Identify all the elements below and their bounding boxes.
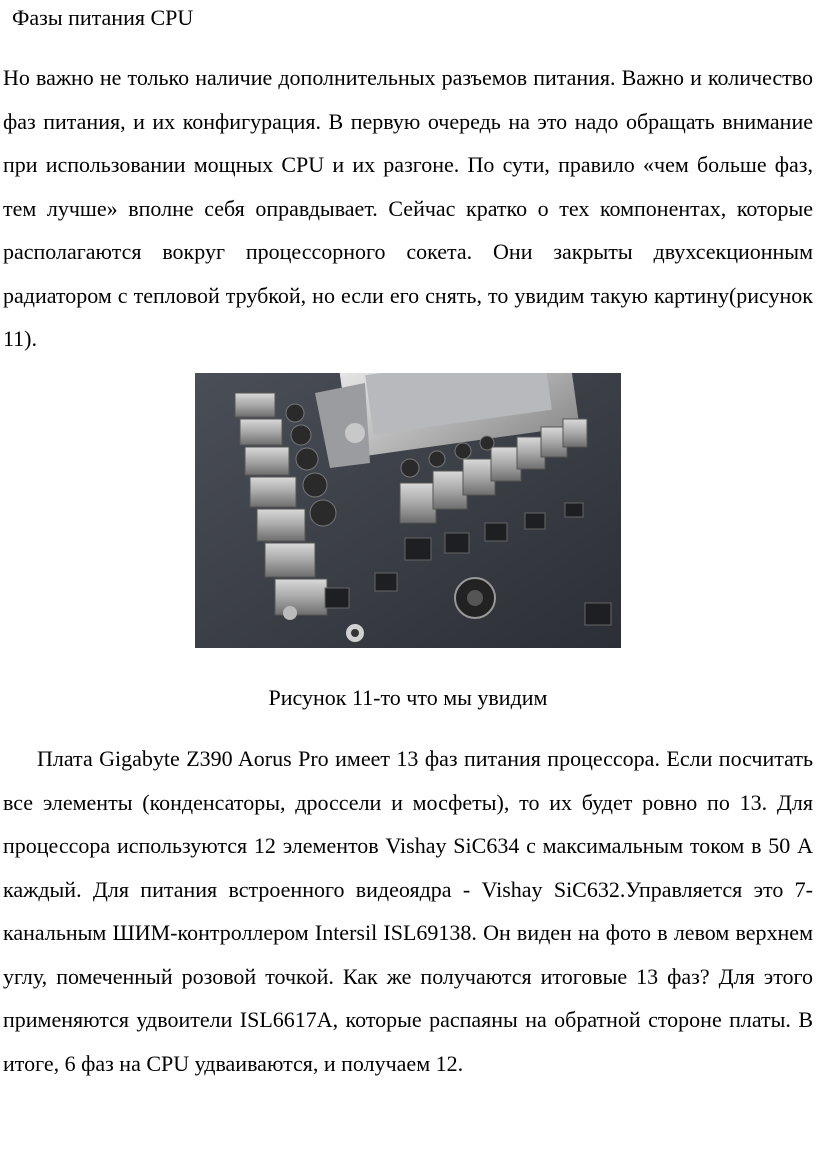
paragraph-intro: Но важно не только наличие дополнительных разъемов питания. Важно и количество фаз питания, и их конфигурация. В первую очередь на это надо обращать внимание при использовании мощных CPU и их разгоне. По сути, правило «чем больше фаз, тем лучше» вполне себя оправдывает. Сейчас кратко о тех компонентах, которые располагаются вокруг процессорного сокета. Они закрыты двухсекционным радиатором с тепловой трубкой, но если его снять, то увидим такую картину(рисунок 11). xyxy=(3,65,813,351)
motherboard-photo xyxy=(195,373,621,648)
section-heading: Фазы питания CPU xyxy=(12,5,194,30)
figure-caption: Рисунок 11-то что мы увидим xyxy=(268,685,548,710)
paragraph-details: Плата Gigabyte Z390 Aorus Pro имеет 13 фаз питания процессора. Если посчитать все элементы (конденсаторы, дроссели и мосфеты), то их будет ровно по 13. Для процессора используются 12 элементов Vishay SiC634 с максимальным током в 50 А каждый. Для питания встроенного видеоядра - Vishay SiC632.Управляется это 7-канальным ШИМ-контроллером Intersil ISL69138. Он виден на фото в левом верхнем углу, помеченный розовой точкой. Как же получаются итоговые 13 фаз? Для этого применяются удвоители ISL6617A, которые распаяны на обратной стороне платы. В итоге, 6 фаз на CPU удваиваются, и получаем 12. xyxy=(3,746,813,1076)
